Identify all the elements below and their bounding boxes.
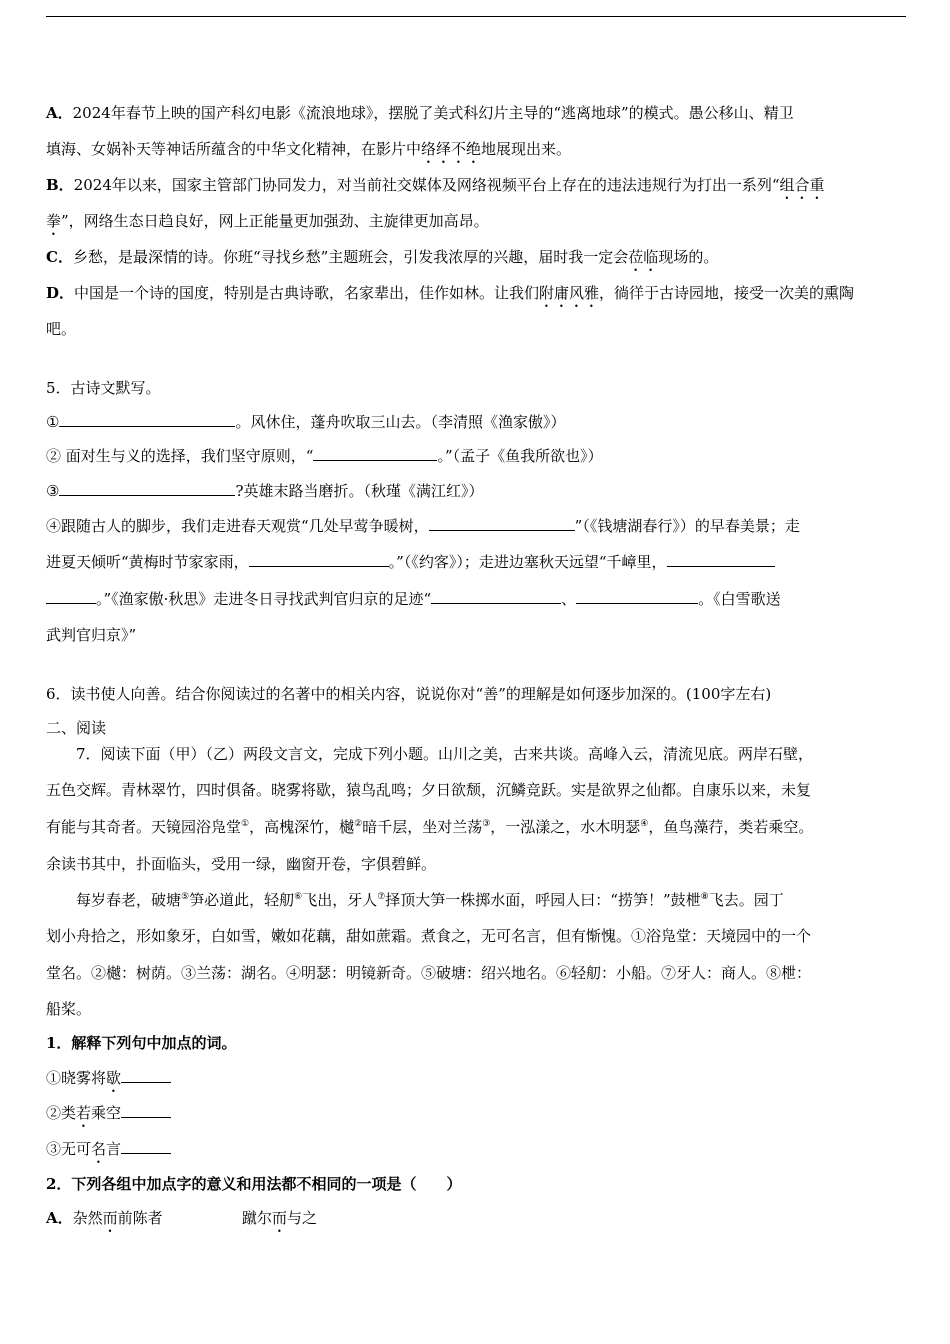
- subquestion-1-title: [46, 1031, 236, 1055]
- item-text-end: ”（《钱塘湖春行》）的早春美景；走: [574, 517, 800, 535]
- subquestion-1-item: [46, 1066, 171, 1096]
- footnote-marker: ②: [354, 819, 363, 829]
- passage-line: 划小舟拾之，形如象牙，白如雪，嫩如花藕，甜如蔗霜。煮食之，无可名言，但有惭愧。①浴凫堂：天境园中的一个: [46, 927, 812, 945]
- passage-line: 7．阅读下面（甲）（乙）两段文言文，完成下列小题。山川之美，古来共谈。高峰入云，清流见底。两岸石壁，: [76, 745, 814, 763]
- q4-option-c: [46, 245, 718, 275]
- footnote-marker: ①: [241, 819, 250, 829]
- passage-text: ，高槐深竹，樾: [249, 818, 355, 836]
- q4-option-b-line1: [46, 173, 825, 203]
- passage-line: 五色交辉。青林翠竹，四时俱备。晓雾将歇，猿鸟乱鸣；夕日欲颓，沉鳞竞跃。实是欲界之仙都。自康乐以来，未复: [46, 781, 812, 799]
- option-d-label: D．: [46, 284, 75, 302]
- emphasized-word: 而: [272, 1209, 288, 1227]
- subquestion-text: 2．下列各组中加点字的意义和用法都不相同的一项是（ ）: [46, 1175, 462, 1193]
- item-text-end: 。《白雪歌送: [698, 590, 781, 608]
- passage-text: 每岁春老，破塘: [76, 891, 182, 909]
- answer-blank[interactable]: [313, 444, 437, 461]
- answer-blank[interactable]: [121, 1137, 171, 1154]
- option-a-text: 2024年春节上映的国产科幻电影《流浪地球》，摆脱了美式科幻片主导的“逃离地球”的模式。愚公移山、精卫: [72, 104, 794, 122]
- q5-title: 5．古诗文默写。: [46, 379, 161, 397]
- answer-blank[interactable]: [576, 587, 698, 604]
- option-d-text-end: ，徜徉于古诗园地，接受一次美的熏陶: [599, 284, 855, 302]
- q4-option-a-line2: [46, 137, 571, 167]
- item-text: 。”《渔家傲·秋思》走进冬日寻找武判官归京的足迹“: [96, 590, 432, 608]
- option-b-text: 2024年以来，国家主管部门协同发力，对当前社交媒体及网络视频平台上存在的违法违规行为打出一系列“: [73, 176, 780, 194]
- item-text: ② 面对生与义的选择，我们坚守原则，“: [46, 447, 314, 465]
- q5-item-1: [46, 410, 565, 434]
- passage-text: ，一泓漾之，水木明瑟: [490, 818, 641, 836]
- q4-option-a-line1: [46, 101, 794, 125]
- subquestion-2-option-a[interactable]: [46, 1206, 163, 1236]
- item-text: ②类: [46, 1104, 77, 1122]
- option-b-label: B．: [46, 176, 74, 194]
- item-text: ①晓雾将: [46, 1069, 107, 1087]
- item-number: ③: [46, 482, 60, 500]
- subquestion-2-title: [46, 1172, 461, 1196]
- passage-text: 有能与其奇者。天镜园浴凫堂: [46, 818, 242, 836]
- q6-text: 6．读书使人向善。结合你阅读过的名著中的相关内容，说说你对“善”的理解是如何逐步加深的。(100字左右): [46, 685, 772, 703]
- emphasized-phrase: 络绎不绝: [421, 140, 482, 158]
- top-rule: [46, 16, 906, 17]
- item-text: 、: [561, 590, 577, 608]
- q4-option-d-line1: [46, 281, 854, 311]
- passage-line: 余读书其中，扑面临头，受用一绿，幽窗开卷，字俱碧鲜。: [46, 855, 437, 873]
- answer-blank[interactable]: [121, 1101, 171, 1118]
- option-text: 前陈者: [117, 1209, 163, 1227]
- passage-text: 飞去。园丁: [708, 891, 784, 909]
- passage-text: 暗千层，坐对兰荡: [362, 818, 483, 836]
- footnote-marker: ⑥: [294, 892, 303, 902]
- q4-option-b-line2: [46, 209, 489, 239]
- item-text: 乘空: [91, 1104, 122, 1122]
- option-a-text-end: 地展现出来。: [481, 140, 572, 158]
- footnote-marker: ④: [640, 819, 649, 829]
- answer-blank[interactable]: [249, 550, 389, 567]
- passage-line: 船桨。: [46, 1000, 92, 1018]
- answer-blank[interactable]: [667, 550, 775, 567]
- q5-item-4-line4: 武判官归京》”: [46, 626, 137, 644]
- answer-blank[interactable]: [431, 587, 561, 604]
- passage-line: 堂名。②樾：树荫。③兰荡：湖名。④明瑟：明镜新奇。⑤破塘：绍兴地名。⑥轻舠：小船。⑦牙人：商人。⑧枻：: [46, 964, 812, 982]
- subquestion-text: 1．解释下列句中加点的词。: [46, 1034, 237, 1052]
- passage-line: [76, 888, 784, 912]
- option-a-label: A．: [46, 1209, 73, 1227]
- subquestion-2-option-a-pair: [242, 1206, 317, 1236]
- option-c-label: C．: [46, 248, 73, 266]
- footnote-marker: ⑦: [377, 892, 386, 902]
- answer-blank[interactable]: [121, 1066, 171, 1083]
- item-text-end: 。”（孟子《鱼我所欲也》）: [437, 447, 603, 465]
- item-text: 。风休住，蓬舟吹取三山去。（李清照《渔家傲》）: [235, 413, 566, 431]
- passage-line: [46, 815, 813, 839]
- item-text-end: 。”（《约客》）；走进边塞秋天远望“千嶂里，: [388, 553, 667, 571]
- option-a-text-cont: 填海、女娲补天等神话所蕴含的中华文化精神，在影片中: [46, 140, 422, 158]
- option-text: 杂然: [72, 1209, 103, 1227]
- answer-blank[interactable]: [429, 514, 575, 531]
- subquestion-1-item: [46, 1101, 171, 1131]
- q5-item-4-line1: [46, 514, 800, 538]
- item-text: 言: [106, 1140, 122, 1158]
- answer-blank[interactable]: [46, 587, 96, 604]
- emphasized-word: 名: [91, 1140, 107, 1158]
- section-title: 二、阅读: [46, 719, 107, 737]
- footnote-marker: ⑧: [700, 892, 709, 902]
- answer-blank[interactable]: [59, 479, 235, 496]
- q5-item-4-line2: [46, 550, 775, 574]
- subquestion-1-item: [46, 1137, 171, 1167]
- option-a-label: A．: [46, 104, 73, 122]
- passage-text: 笋必道此，轻舠: [189, 891, 295, 909]
- q4-option-d-line2: 吧。: [46, 320, 77, 338]
- emphasized-phrase: 拳: [46, 212, 62, 230]
- passage-text: ，鱼鸟藻荇，类若乘空。: [648, 818, 814, 836]
- item-number: ①: [46, 413, 60, 431]
- emphasized-word: 歇: [106, 1069, 122, 1087]
- emphasized-phrase: 莅临: [628, 248, 659, 266]
- option-c-text-end: 现场的。: [658, 248, 719, 266]
- emphasized-word: 若: [76, 1104, 92, 1122]
- q5-item-3: [46, 479, 484, 503]
- emphasized-phrase: 附庸风雅: [539, 284, 600, 302]
- option-text: 与之: [287, 1209, 318, 1227]
- option-b-text-cont: ”，网络生态日趋良好，网上正能量更加强劲、主旋律更加高昂。: [61, 212, 489, 230]
- item-text: ?英雄末路当磨折。（秋瑾《满江红》）: [235, 482, 484, 500]
- q5-item-4-line3: [46, 587, 781, 611]
- option-d-text: 中国是一个诗的国度，特别是古典诗歌，名家辈出，佳作如林。让我们: [74, 284, 540, 302]
- emphasized-phrase: 组合重: [779, 176, 825, 194]
- passage-text: 飞出，牙人: [302, 891, 378, 909]
- footnote-marker: ③: [482, 819, 491, 829]
- q5-item-2: [46, 444, 603, 468]
- answer-blank[interactable]: [59, 410, 235, 427]
- item-text: 进夏天倾听“黄梅时节家家雨，: [46, 553, 249, 571]
- option-text: 蹴尔: [242, 1209, 273, 1227]
- footnote-marker: ⑤: [181, 892, 190, 902]
- option-c-text: 乡愁，是最深情的诗。你班“寻找乡愁”主题班会，引发我浓厚的兴趣，届时我一定会: [72, 248, 629, 266]
- item-text: ④跟随古人的脚步，我们走进春天观赏“几处早莺争暖树，: [46, 517, 429, 535]
- emphasized-word: 而: [102, 1209, 118, 1227]
- item-text: ③无可: [46, 1140, 92, 1158]
- passage-text: 择顶大笋一株掷水面，呼园人曰：“捞笋！”鼓枻: [385, 891, 701, 909]
